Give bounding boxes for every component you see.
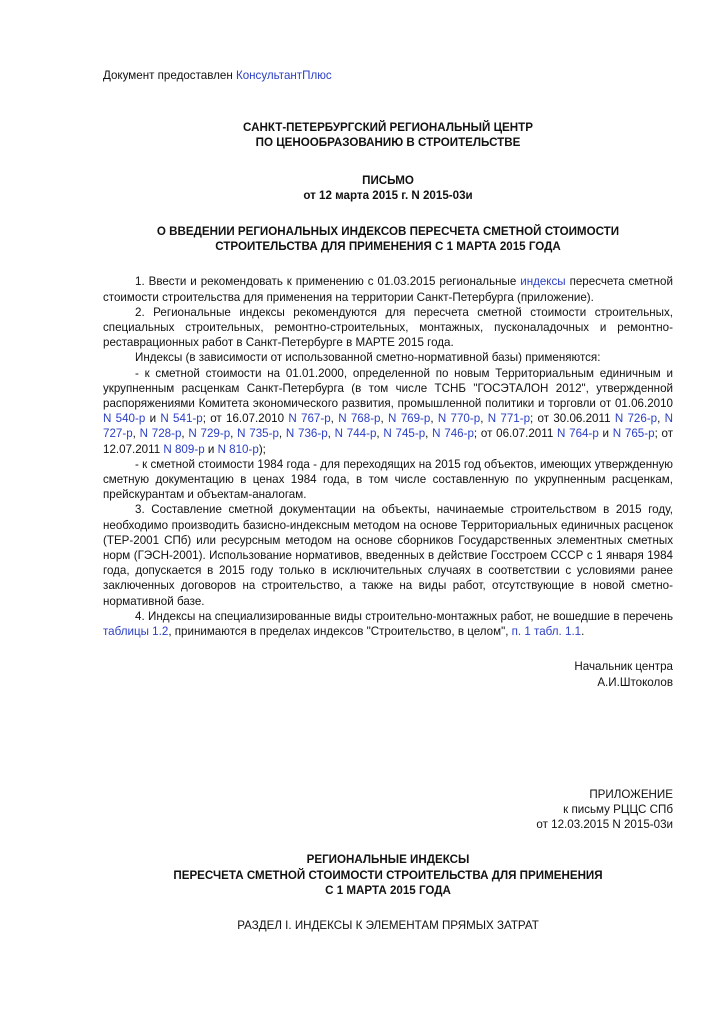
provided-by-line: [103, 68, 673, 83]
signature-name: А.И.Штоколов: [597, 675, 673, 689]
signature-position: Начальник центра: [574, 660, 673, 674]
table-1-1-item-1-link[interactable]: п. 1 табл. 1.1: [511, 625, 582, 639]
separator: ,: [181, 427, 189, 441]
order-809-link[interactable]: N 809-р: [163, 442, 205, 456]
indices-title-line-2: ПЕРЕСЧЕТА СМЕТНОЙ СТОИМОСТИ СТРОИТЕЛЬСТВА ДЛЯ ПРИМЕНЕНИЯ: [173, 868, 603, 882]
separator: ,: [132, 427, 140, 441]
organization-line-2: ПО ЦЕНООБРАЗОВАНИЮ В СТРОИТЕЛЬСТВЕ: [255, 136, 521, 150]
date-separator: ; от 06.07.2011: [473, 427, 558, 441]
separator: ,: [230, 427, 238, 441]
separator: ,: [278, 427, 286, 441]
letter-number: от 12 марта 2015 г. N 2015-03и: [303, 188, 473, 202]
order-728-link[interactable]: N 728-р: [139, 427, 182, 441]
order-540-link[interactable]: N 540-р: [103, 412, 146, 426]
letter-body: [103, 274, 673, 639]
indices-title: [103, 852, 673, 898]
order-727-link[interactable]: N 727-р: [103, 412, 674, 441]
list-end: );: [258, 442, 266, 456]
appendix-reference: к письму РЦЦС СПб: [563, 802, 673, 816]
order-810-link[interactable]: N 810-р: [217, 442, 259, 456]
paragraph-1-text-end: пересчета сметной стоимости строительства для применения на территории Санкт-Петербурга (приложение).: [103, 275, 673, 304]
appendix-date: от 12.03.2015 N 2015-03и: [536, 818, 673, 832]
paragraph-1: [103, 274, 673, 304]
order-541-link[interactable]: N 541-р: [160, 412, 203, 426]
letter-heading: [103, 173, 673, 203]
order-765-link[interactable]: N 765-р: [612, 427, 655, 441]
paragraph-2: 2. Региональные индексы рекомендуются для пересчета сметной стоимости строительных, специальных строительных, ремонтно-строительных, монтажных, пусконаладочных и ремонтно-реставрационных работ в Санкт-Петербурге в МАРТЕ 2015 года.: [103, 305, 673, 350]
letter-type: ПИСЬМО: [362, 173, 414, 187]
table-1-2-link[interactable]: таблицы 1.2: [103, 625, 169, 639]
date-separator: ; от 12.07.2011: [103, 427, 674, 456]
order-735-link[interactable]: N 735-р: [237, 427, 279, 441]
order-744-link[interactable]: N 744-р: [334, 427, 377, 441]
paragraph-7: [103, 609, 673, 639]
appendix-block: [103, 787, 673, 833]
indices-title-line-3: С 1 МАРТА 2015 ГОДА: [325, 883, 451, 897]
paragraph-7-text-end: .: [581, 625, 585, 639]
paragraph-1-text: 1. Ввести и рекомендовать к применению с 01.03.2015 региональные: [135, 275, 521, 289]
indices-link[interactable]: индексы: [520, 275, 566, 289]
order-767-link[interactable]: N 767-р: [288, 412, 331, 426]
order-770-link[interactable]: N 770-р: [437, 412, 481, 426]
separator: ,: [430, 412, 438, 426]
separator: ,: [380, 412, 389, 426]
consultant-plus-link[interactable]: КонсультантПлюс: [235, 69, 332, 82]
separator: ,: [480, 412, 488, 426]
separator: и: [145, 412, 161, 426]
separator: ,: [330, 412, 339, 426]
organization-heading: [103, 120, 673, 150]
order-771-link[interactable]: N 771-р: [487, 412, 531, 426]
section-title: РАЗДЕЛ I. ИНДЕКСЫ К ЭЛЕМЕНТАМ ПРЯМЫХ ЗАТРАТ: [237, 918, 539, 932]
separator: ,: [376, 427, 384, 441]
paragraph-4-text: - к сметной стоимости на 01.01.2000, определенной по новым Территориальным единичным и укрупненным расценкам Санкт-Петербурга (в том числе ТСНБ "ГОСЭТАЛОН 2012", утвержденной распоряжениями Комитета экономического развития, промышленной политики и торговли от 01.06.2010: [103, 366, 673, 411]
separator: и: [204, 442, 218, 456]
order-768-link[interactable]: N 768-р: [338, 412, 381, 426]
order-745-link[interactable]: N 745-р: [383, 427, 426, 441]
subject-line-1: О ВВЕДЕНИИ РЕГИОНАЛЬНЫХ ИНДЕКСОВ ПЕРЕСЧЕТА СМЕТНОЙ СТОИМОСТИ: [156, 225, 620, 239]
separator: и: [598, 427, 613, 441]
paragraph-5: - к сметной стоимости 1984 года - для переходящих на 2015 год объектов, имеющих утвержденную сметную документацию в ценах 1984 года, в том числе составленную по укрупненным расценкам, прейскурантам и объектам-аналогам.: [103, 457, 673, 502]
signature-block: [103, 659, 673, 689]
order-726-link[interactable]: N 726-р: [614, 412, 658, 426]
separator: ,: [425, 427, 433, 441]
subject-heading: [103, 224, 673, 254]
order-746-link[interactable]: N 746-р: [432, 427, 474, 441]
date-separator: ; от 16.07.2010: [202, 412, 289, 426]
paragraph-3: Индексы (в зависимости от использованной сметно-нормативной базы) применяются:: [135, 351, 601, 365]
order-764-link[interactable]: N 764-р: [557, 427, 599, 441]
paragraph-7-text-middle: , принимаются в пределах индексов "Строительство, в целом",: [168, 625, 512, 639]
paragraph-6: 3. Составление сметной документации на объекты, начинаемые строительством в 2015 году, необходимо производить базисно-индексным методом на основе Территориальных единичных расценок (ТЕР-2001 СПб) или ресурсным методом на основе сборников Государственных элементных сметных норм (ГЭСН-2001). Использование нормативов, введенных в действие Госстроем СССР с 1 января 1984 года, допускается в 2015 году только в исключительных случаях в соответствии с условиями ранее заключенных договоров на строительство, а также на виды работ, отсутствующие в новой сметно-нормативной базе.: [103, 503, 673, 608]
paragraph-7-text: 4. Индексы на специализированные виды строительно-монтажных работ, не вошедшие в перечень: [135, 609, 673, 623]
date-separator: ; от 30.06.2011: [530, 412, 615, 426]
separator: ,: [657, 412, 665, 426]
order-729-link[interactable]: N 729-р: [188, 427, 231, 441]
appendix-label: ПРИЛОЖЕНИЕ: [589, 787, 673, 801]
paragraph-4: [103, 366, 673, 457]
subject-line-2: СТРОИТЕЛЬСТВА ДЛЯ ПРИМЕНЕНИЯ С 1 МАРТА 2015 ГОДА: [215, 240, 561, 254]
order-769-link[interactable]: N 769-р: [388, 412, 431, 426]
provided-by-text: Документ предоставлен: [103, 69, 236, 82]
indices-title-line-1: РЕГИОНАЛЬНЫЕ ИНДЕКСЫ: [306, 853, 470, 867]
separator: ,: [327, 427, 335, 441]
organization-line-1: САНКТ-ПЕТЕРБУРГСКИЙ РЕГИОНАЛЬНЫЙ ЦЕНТР: [243, 121, 533, 135]
order-736-link[interactable]: N 736-р: [285, 427, 328, 441]
